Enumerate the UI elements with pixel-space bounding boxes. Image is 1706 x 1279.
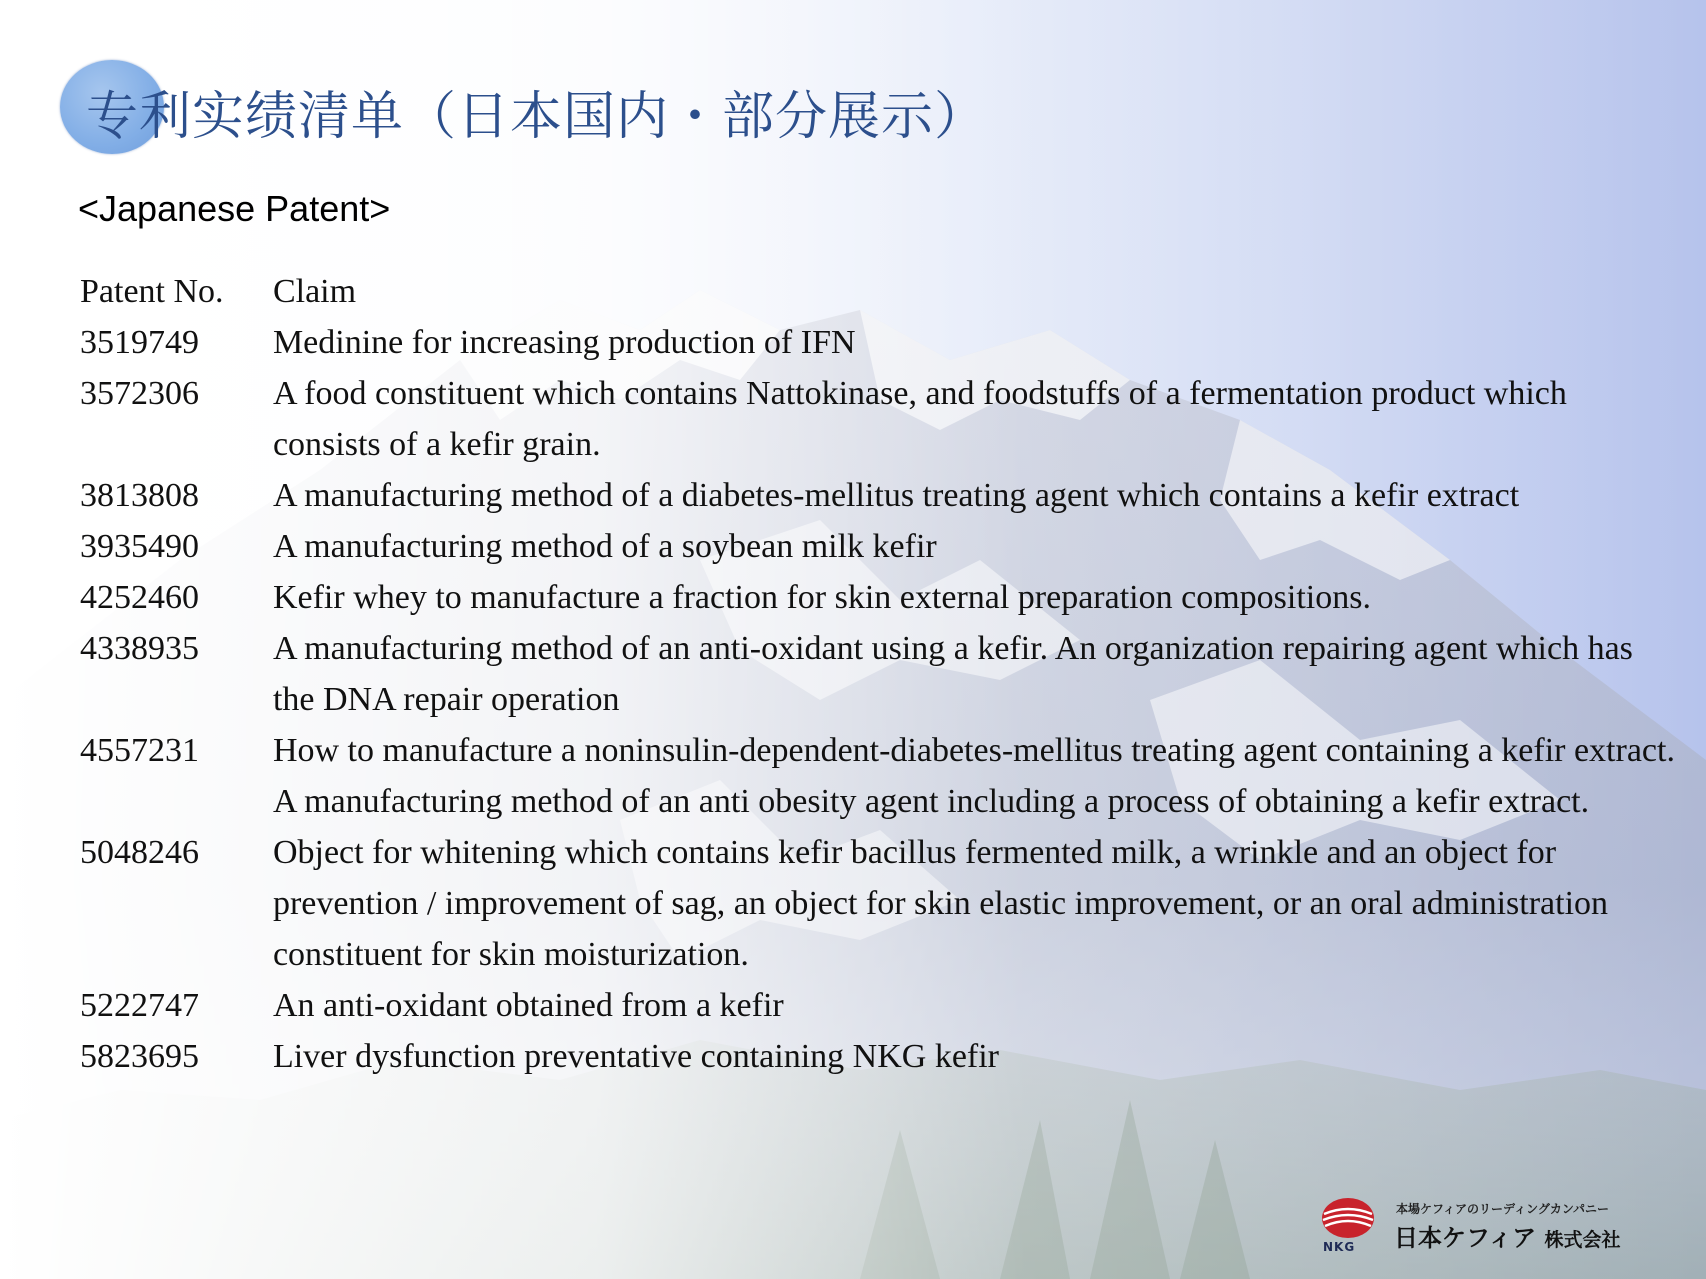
- logo-abbreviation: NKG: [1323, 1240, 1356, 1254]
- patent-claim: A food constituent which contains Nattokinase, and foodstuffs of a fermentation product which consists of a kefir grain.: [272, 375, 1567, 463]
- header-patent-no: Patent No.: [80, 273, 224, 310]
- header-claim: Claim: [272, 273, 357, 310]
- table-row: [80, 521, 1680, 572]
- patent-claim: A manufacturing method of an anti-oxidant using a kefir. An organization repairing agent which has the DNA repair operation: [272, 630, 1633, 718]
- page-title: 专利实绩清单（日本国内・部分展示）: [86, 87, 988, 147]
- patent-number: 4338935: [80, 630, 199, 667]
- table-row: [80, 572, 1680, 623]
- patent-number: 3572306: [80, 375, 199, 412]
- logo-name-main: 日本ケフィア: [1394, 1224, 1537, 1252]
- patent-number: 5222747: [80, 987, 199, 1024]
- patent-number: 3935490: [80, 528, 199, 565]
- table-row: [80, 623, 1680, 725]
- table-row: [80, 470, 1680, 521]
- patent-claim: Medinine for increasing production of IFN: [272, 324, 856, 361]
- section-heading: <Japanese Patent>: [78, 188, 391, 229]
- patent-number: 5048246: [80, 834, 199, 871]
- patent-claim: How to manufacture a noninsulin-dependent-diabetes-mellitus treating agent containing a kefir extract. A manufacturing method of an anti obesity agent including a process of obtaining a kefir extract.: [272, 732, 1675, 820]
- table-row: [80, 725, 1680, 827]
- table-row: [80, 368, 1680, 470]
- patent-claim: Kefir whey to manufacture a fraction for skin external preparation compositions.: [272, 579, 1371, 616]
- patent-number: 4557231: [80, 732, 199, 769]
- table-row: [80, 980, 1680, 1031]
- patent-number: 4252460: [80, 579, 199, 616]
- logo-tagline: 本場ケフィアのリーディングカンパニー: [1396, 1202, 1610, 1216]
- table-row: [80, 317, 1680, 368]
- patent-number: 5823695: [80, 1038, 199, 1075]
- patent-claim: Object for whitening which contains kefir bacillus fermented milk, a wrinkle and an object for prevention / improvement of sag, an object for skin elastic improvement, or an oral administration constituent for skin moisturization.: [272, 834, 1609, 973]
- patent-table: [80, 266, 1680, 1082]
- patent-claim: A manufacturing method of a soybean milk kefir: [272, 528, 937, 565]
- logo-company-name: [1394, 1218, 1620, 1253]
- patent-claim: Liver dysfunction preventative containing NKG kefir: [272, 1038, 1000, 1075]
- patent-claim: An anti-oxidant obtained from a kefir: [272, 987, 784, 1024]
- table-row: [80, 1031, 1680, 1082]
- company-logo: [1320, 1196, 1640, 1256]
- logo-name-suffix: 株式会社: [1544, 1229, 1621, 1251]
- patent-claim: A manufacturing method of a diabetes-mellitus treating agent which contains a kefir extract: [272, 477, 1520, 514]
- table-header-row: [80, 266, 1680, 317]
- patent-number: 3813808: [80, 477, 199, 514]
- patent-number: 3519749: [80, 324, 199, 361]
- table-row: [80, 827, 1680, 980]
